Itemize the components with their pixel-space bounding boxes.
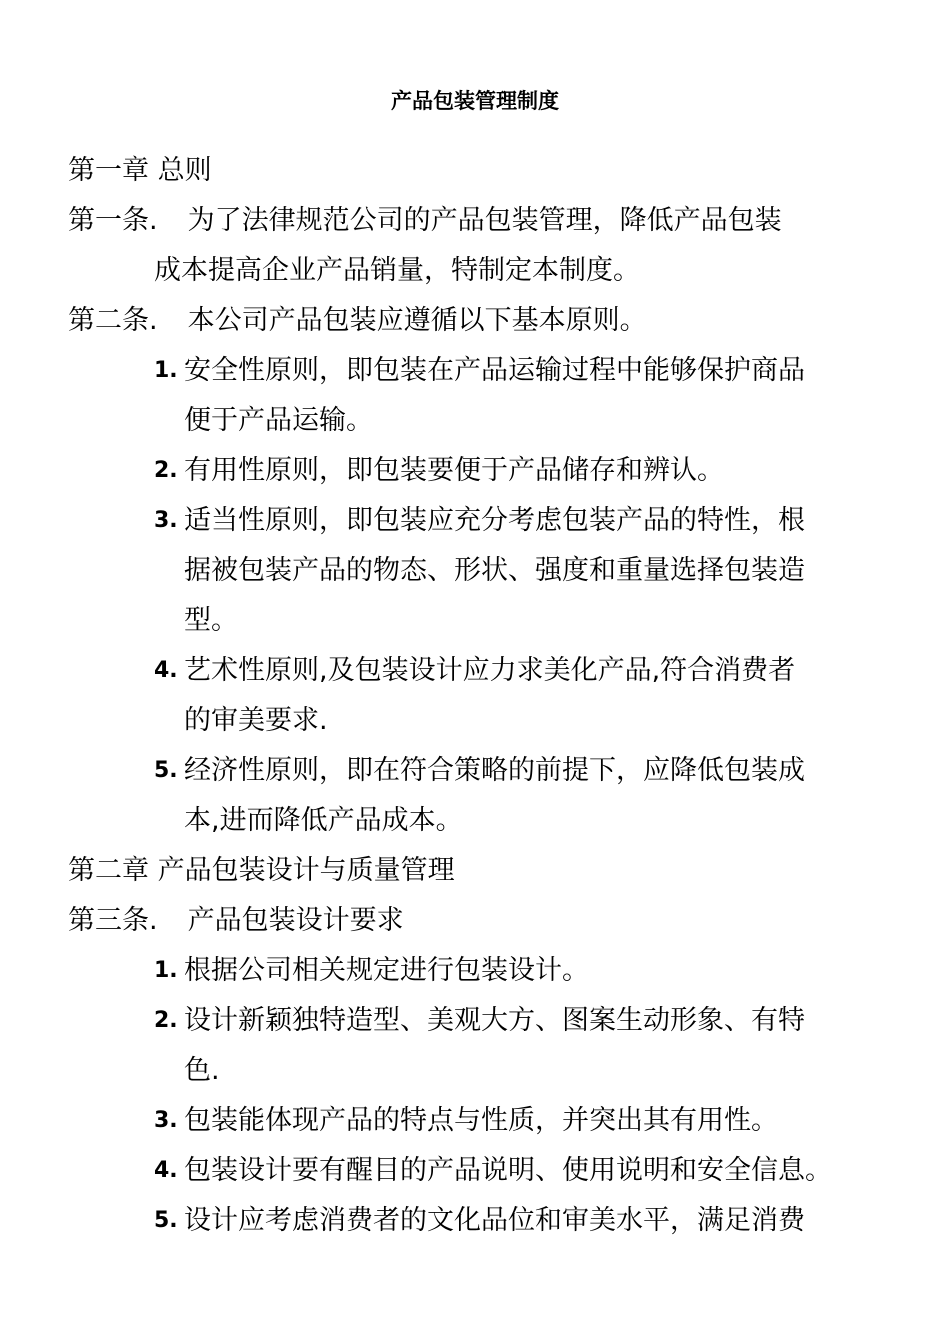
- article-number: 第一条.: [68, 205, 158, 236]
- list-number: 1.: [154, 958, 178, 983]
- list-text: 包装设计要有醒目的产品说明、使用说明和安全信息。: [184, 1155, 832, 1186]
- list-text: 经济性原则，即在符合策略的前提下，应降低包装成: [184, 755, 805, 786]
- list-text: 根据公司相关规定进行包装设计。: [184, 955, 589, 986]
- list-text: 适当性原则，即包装应充分考虑包装产品的特性，根: [184, 505, 805, 536]
- list-text-continuation: 色.: [184, 1055, 220, 1086]
- article-paragraph: [68, 296, 888, 346]
- list-text-continuation: 便于产品运输。: [184, 405, 373, 436]
- chapter-heading: 第二章 产品包装设计与质量管理: [68, 855, 455, 886]
- chapter-heading: 第一章 总则: [68, 155, 212, 186]
- list-text: 艺术性原则,及包装设计应力求美化产品,符合消费者: [184, 655, 796, 686]
- list-number: 5.: [154, 758, 178, 783]
- list-text-continuation: 本,进而降低产品成本。: [184, 805, 463, 836]
- list-text-continuation: 的审美要求.: [184, 705, 328, 736]
- article-text: 产品包装设计要求: [187, 905, 404, 936]
- list-item: [68, 1096, 888, 1146]
- document-title: 产品包装管理制度: [391, 89, 559, 113]
- list-number: 5.: [154, 1208, 178, 1233]
- list-text-continuation: 型。: [184, 605, 238, 636]
- list-text: 包装能体现产品的特点与性质，并突出其有用性。: [184, 1105, 778, 1136]
- list-item: [68, 346, 888, 396]
- document-body: [68, 146, 888, 1246]
- list-text: 安全性原则，即包装在产品运输过程中能够保护商品: [184, 355, 805, 386]
- list-number: 3.: [154, 508, 178, 533]
- article-number: 第三条.: [68, 905, 158, 936]
- list-number: 3.: [154, 1108, 178, 1133]
- list-number: 1.: [154, 358, 178, 383]
- article-number: 第二条.: [68, 305, 158, 336]
- list-text-continuation: 据被包装产品的物态、形状、强度和重量选择包装造: [184, 555, 805, 586]
- article-text: 本公司产品包装应遵循以下基本原则。: [187, 305, 647, 336]
- list-text: 设计应考虑消费者的文化品位和审美水平，满足消费: [184, 1205, 805, 1236]
- list-text: 设计新颖独特造型、美观大方、图案生动形象、有特: [184, 1005, 805, 1036]
- list-item: [68, 1196, 888, 1246]
- list-item: [68, 746, 888, 796]
- list-item: [68, 646, 888, 696]
- list-number: 2.: [154, 458, 178, 483]
- list-number: 4.: [154, 658, 178, 683]
- list-text: 有用性原则，即包装要便于产品储存和辨认。: [184, 455, 724, 486]
- list-item: [68, 996, 888, 1046]
- article-text-continuation: 成本提高企业产品销量，特制定本制度。: [154, 255, 640, 286]
- article-text: 为了法律规范公司的产品包装管理，降低产品包装: [187, 205, 782, 236]
- list-item: [68, 1146, 888, 1196]
- article-paragraph: [68, 896, 888, 946]
- list-item: [68, 446, 888, 496]
- list-item: [68, 946, 888, 996]
- article-paragraph: [68, 196, 888, 246]
- list-item: [68, 496, 888, 546]
- list-number: 4.: [154, 1158, 178, 1183]
- list-number: 2.: [154, 1008, 178, 1033]
